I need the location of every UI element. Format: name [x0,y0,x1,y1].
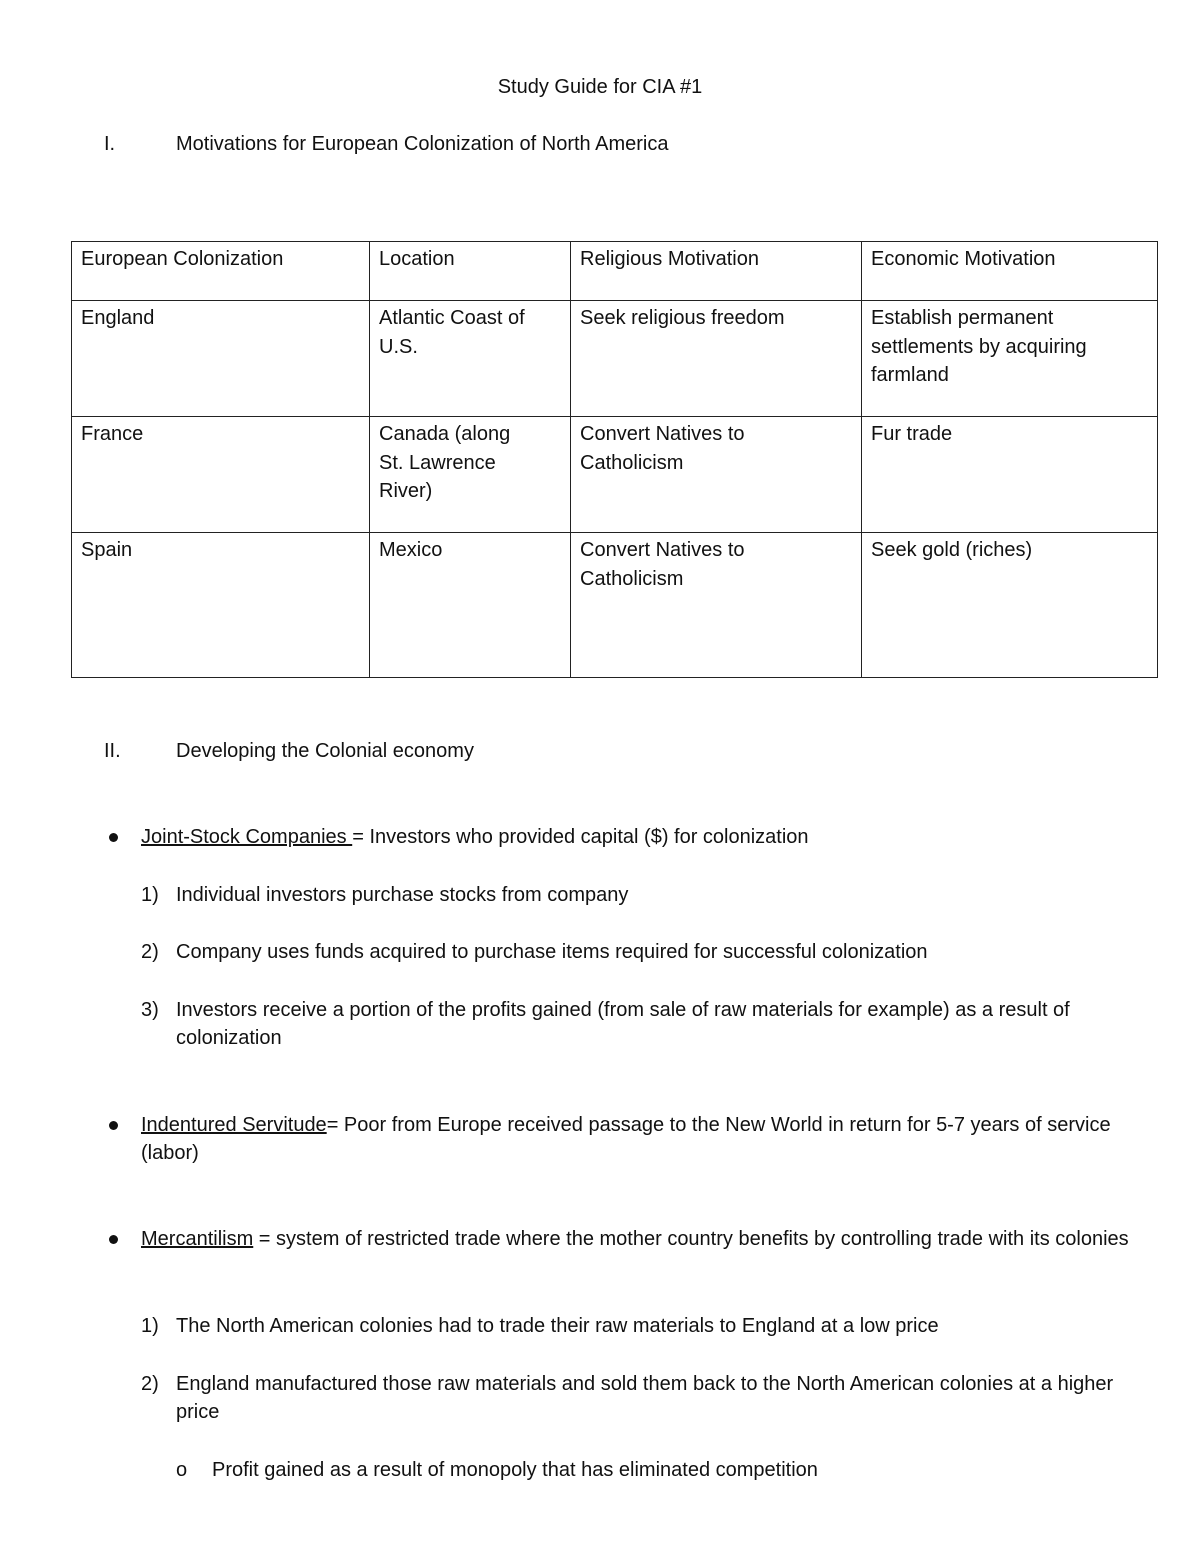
table-cell: England [72,301,370,417]
table-cell: Spain [72,533,370,678]
bullet-term: Joint-Stock Companies [141,826,353,848]
table-cell: Convert Natives to Catholicism [571,417,862,533]
table-row [72,301,1158,417]
bullet-dot-icon [109,833,118,842]
bullet-definition: = Poor from Europe received passage to the New World in return for 5-7 years of service (labor) [141,1114,1111,1164]
page-title: Study Guide for CIA #1 [497,76,703,98]
table-header-cell: Religious Motivation [571,242,862,301]
list-item: The North American colonies had to trade their raw materials to England at a low price [176,1315,939,1337]
table-cell: Fur trade [862,417,1158,533]
sub-list-item: Profit gained as a result of monopoly that has eliminated competition [212,1459,818,1481]
table-header-cell: European Colonization [72,242,370,301]
list-number: 1) [141,1315,159,1337]
table-cell: France [72,417,370,533]
list-item: Individual investors purchase stocks from company [176,884,629,906]
table-row [72,533,1158,678]
list-item: Investors receive a portion of the profits gained (from sale of raw materials for example) as a result of colonization [176,999,1070,1049]
bullet-term: Mercantilism [141,1228,254,1250]
bullet-joint-stock [141,823,1131,851]
bullet-definition: = Investors who provided capital ($) for colonization [352,826,809,848]
table-cell: Canada (along St. Lawrence River) [370,417,571,533]
list-number: 2) [141,941,159,963]
colonization-table [71,241,1158,678]
table-cell: Convert Natives to Catholicism [571,533,862,678]
table-header-cell: Location [370,242,571,301]
list-item: England manufactured those raw materials and sold them back to the North American colonies at a higher price [176,1373,1114,1423]
section-1-heading: Motivations for European Colonization of North America [176,133,669,155]
bullet-dot-icon [109,1235,118,1244]
bullet-dot-icon [109,1121,118,1130]
section-1-numeral: I. [104,133,116,155]
table-cell: Seek religious freedom [571,301,862,417]
sub-bullet-marker: o [176,1459,188,1481]
bullet-definition: = system of restricted trade where the mother country benefits by controlling trade with its colonies [253,1228,1129,1250]
table-row [72,417,1158,533]
list-number: 1) [141,884,159,906]
list-number: 2) [141,1373,159,1395]
table-cell: Seek gold (riches) [862,533,1158,678]
table-cell: Mexico [370,533,571,678]
list-item: Company uses funds acquired to purchase items required for successful colonization [176,941,928,963]
table-header-row [72,242,1158,301]
bullet-term: Indentured Servitude [141,1114,327,1136]
table-cell: Atlantic Coast of U.S. [370,301,571,417]
bullet-mercantilism [141,1225,1131,1253]
table-cell: Establish permanent settlements by acquiring farmland [862,301,1158,417]
section-2-heading: Developing the Colonial economy [176,740,474,762]
table-header-cell: Economic Motivation [862,242,1158,301]
section-2-numeral: II. [104,740,121,762]
bullet-indentured-servitude [141,1111,1131,1167]
list-number: 3) [141,999,159,1021]
